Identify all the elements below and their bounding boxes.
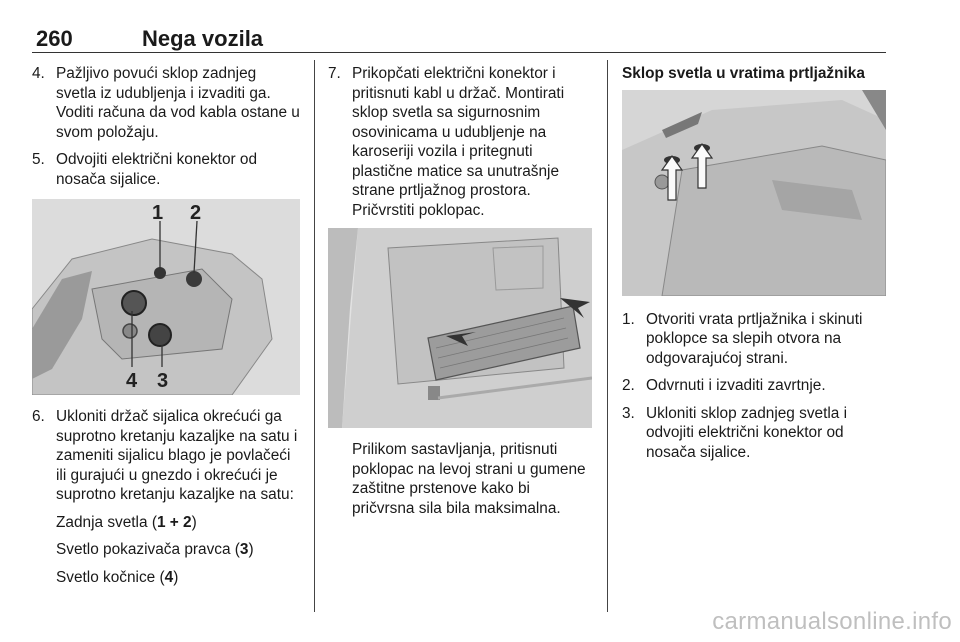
step-text: Odvojiti električni konektor od nosača sijalice.: [56, 151, 258, 188]
step-5: [32, 150, 300, 189]
step-text: Pažljivo povući sklop zadnjeg svetla iz udubljenja i izvaditi ga. Voditi računa da vod kabla ostane u svom položaju.: [56, 65, 300, 141]
tail-light-bulbs-figure: [32, 199, 300, 395]
step-3: [622, 404, 886, 463]
step-number: 2.: [622, 377, 635, 394]
section-heading: Sklop svetla u vratima prtljažnika: [622, 65, 865, 82]
column-middle: [328, 64, 592, 526]
watermark: carmanualsonline.info: [712, 608, 952, 635]
step-1: [622, 310, 886, 369]
trunk-cover-figure: [328, 228, 592, 428]
trunk-cover-illustration: [328, 228, 592, 428]
tailgate-illustration: [622, 90, 886, 296]
page-number: 260: [36, 26, 73, 51]
assembly-note: Prilikom sastavljanja, pritisnuti poklopac na levoj strani u gumene zaštitne prstenove kako bi pričvrsna sila bila maksimalna.: [352, 441, 586, 517]
column-divider-left: [314, 60, 315, 612]
bulb-turn-signal: Svetlo pokazivača pravca (3): [56, 541, 254, 558]
callout-3: 3: [157, 370, 169, 392]
bulb-brake-light: Svetlo kočnice (4): [56, 568, 179, 586]
tail-light-illustration: [32, 199, 300, 395]
bulb-tail-lights: Zadnja svetla (1 + 2): [56, 513, 197, 531]
step-text: Odvrnuti i izvaditi zavrtnje.: [646, 377, 826, 394]
step-number: 7.: [328, 65, 341, 82]
callout-2: 2: [190, 202, 202, 224]
step-number: 5.: [32, 151, 45, 168]
step-7: [328, 64, 592, 220]
callout-4: 4: [126, 370, 138, 392]
column-divider-right: [607, 60, 608, 612]
column-left: [32, 64, 300, 595]
callout-1: 1: [152, 202, 164, 224]
step-text: Ukloniti sklop zadnjeg svetla i odvojiti električni konektor od nosača sijalice.: [646, 404, 848, 461]
step-6: [32, 407, 300, 505]
step-4: [32, 64, 300, 142]
step-2: [622, 376, 886, 396]
step-text: Otvoriti vrata prtljažnika i skinuti poklopce sa slepih otvora na odgovarajućoj strani.: [646, 310, 863, 367]
step-number: 3.: [622, 404, 635, 422]
column-right: [622, 64, 886, 470]
step-number: 1.: [622, 310, 635, 328]
tailgate-light-figure: [622, 90, 886, 296]
step-text: Ukloniti držač sijalica okrećući ga suprotno kretanju kazaljke na satu i zameniti sijalicu blago je povlačeći ili gurajući u gnezdo i okrećući je suprotno kretanju kazaljke na satu:: [56, 408, 298, 503]
page-header: [32, 26, 886, 53]
chapter-title: Nega vozila: [142, 26, 264, 51]
step-number: 6.: [32, 408, 45, 425]
step-text: Prikopčati električni konektor i pritisnuti kabl u držač. Montirati sklop svetla sa sigurnosnim osovinicama u udubljenje na karoseriji vozila i pritegnuti plastične matice sa unutrašnje strane prtljažnog prostora. Pričvrstiti poklopac.: [352, 65, 565, 219]
step-number: 4.: [32, 65, 45, 82]
